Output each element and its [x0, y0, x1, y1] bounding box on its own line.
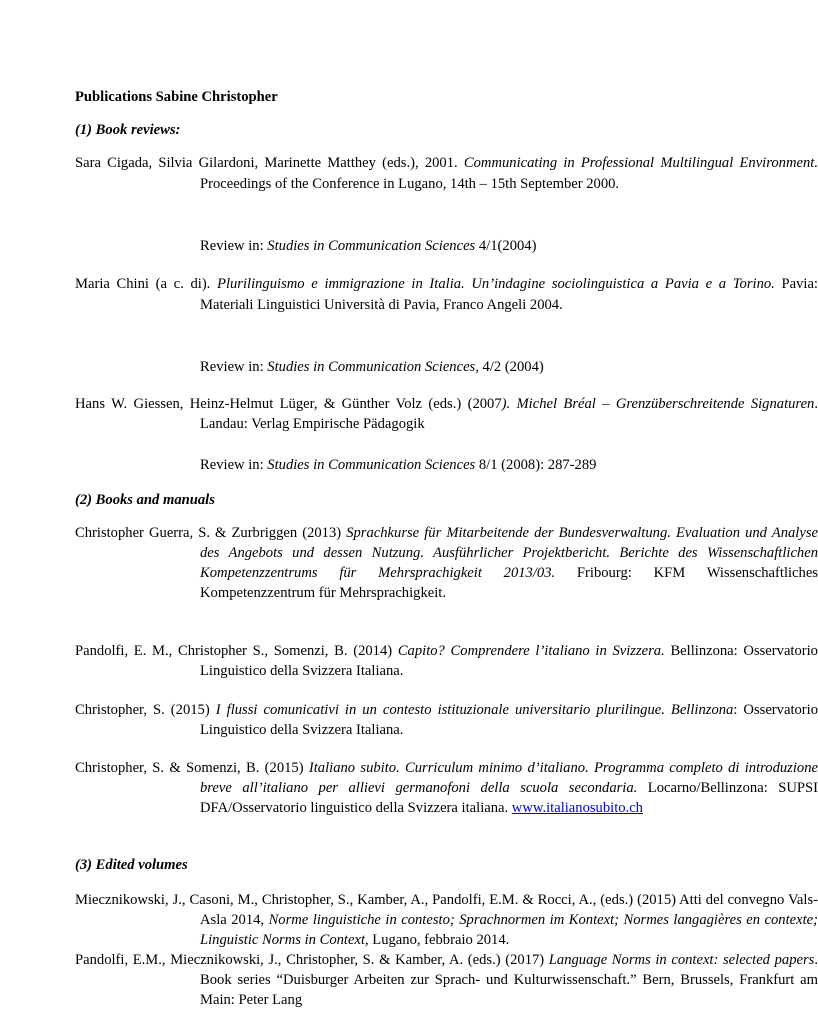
review-source-3: Review in: Studies in Communication Sciences 8/1 (2008): 287-289 [200, 457, 597, 473]
edited-entry-1: Miecznikowski, J., Casoni, M., Christopher, S., Kamber, A., Pandolfi, E.M. & Rocci, A., (eds.) (2015) Atti del convegno Vals-Asla 2014, Norme linguistiche in contesto; Sprachnormen im Kontext; Normes langagières en contexte; Linguistic Norms in Context, Lugano, febbraio 2014. [75, 892, 818, 948]
section-heading-edited-volumes: (3) Edited volumes [75, 857, 188, 873]
section-heading-books-and-manuals: (2) Books and manuals [75, 492, 215, 508]
book-entry-3: Christopher, S. (2015) I flussi comunicativi in un contesto istituzionale universitario plurilingue. Bellinzona: Osservatorio Linguistico della Svizzera Italiana. [75, 702, 818, 738]
review-source-1: Review in: Studies in Communication Sciences 4/1(2004) [200, 238, 537, 254]
edited-entry-2: Pandolfi, E.M., Miecznikowski, J., Christopher, S. & Kamber, A. (eds.) (2017) Language Norms in context: selected papers. Book series “Duisburger Arbeiten zur Sprach- und Kulturwissenschaft.” Bern, Brussels, Frankfurt am Main: Peter Lang [75, 952, 818, 1008]
book-entry-1: Christopher Guerra, S. & Zurbriggen (2013) Sprachkurse für Mitarbeitende der Bundesverwaltung. Evaluation und Analyse des Angebots und dessen Nutzung. Ausführlicher Projektbericht. Berichte des Wissenschaftlichen Kompetenzzentrums für Mehrsprachigkeit 2013/03. Fribourg: KFM Wissenschaftliches Kompetenzzentrum für Mehrsprachigkeit. [75, 525, 818, 601]
review-entry-1: Sara Cigada, Silvia Gilardoni, Marinette Matthey (eds.), 2001. Communicating in Professional Multilingual Environment. Proceedings of the Conference in Lugano, 14th – 15th September 2000. [75, 155, 818, 192]
review-entry-3: Hans W. Giessen, Heinz-Helmut Lüger, & Günther Volz (eds.) (2007). Michel Bréal – Grenzüberschreitende Signaturen. Landau: Verlag Empirische Pädagogik [75, 396, 818, 432]
italianosubito-link[interactable]: www.italianosubito.ch [511, 800, 643, 816]
review-entry-2: Maria Chini (a c. di). Plurilinguismo e immigrazione in Italia. Un’indagine sociolinguistica a Pavia e a Torino. Pavia: Materiali Linguistici Università di Pavia, Franco Angeli 2004. [75, 276, 818, 313]
section-heading-book-reviews: (1) Book reviews: [75, 122, 181, 138]
document-title: Publications Sabine Christopher [75, 89, 278, 105]
review-source-2: Review in: Studies in Communication Sciences, 4/2 (2004) [200, 359, 544, 375]
book-entry-2: Pandolfi, E. M., Christopher S., Somenzi, B. (2014) Capito? Comprendere l’italiano in Svizzera. Bellinzona: Osservatorio Linguistico della Svizzera Italiana. [75, 643, 818, 679]
book-entry-4: Christopher, S. & Somenzi, B. (2015) Italiano subito. Curriculum minimo d’italiano. Programma completo di introduzione breve all’italiano per allievi germanofoni della scuola secondaria. Locarno/Bellinzona: SUPSI DFA/Osservatorio linguistico della Svizzera italiana. www.italianosubito.ch [75, 760, 818, 816]
